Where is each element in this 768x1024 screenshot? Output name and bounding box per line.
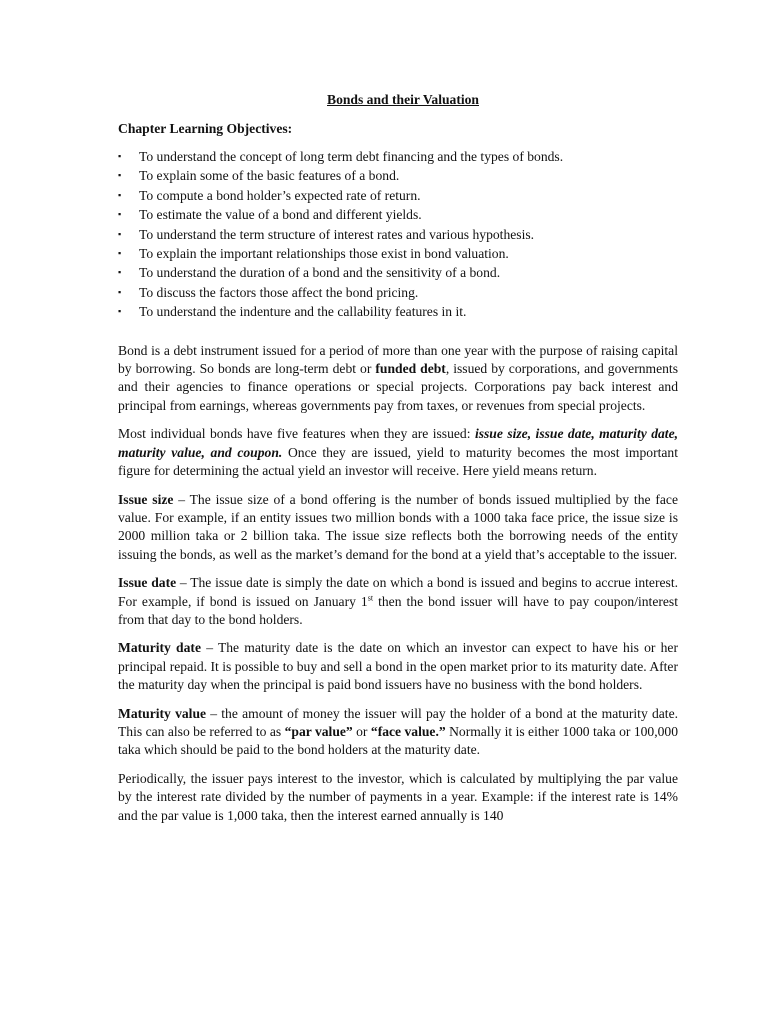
maturity-value-term: Maturity value bbox=[118, 705, 207, 721]
square-bullet-icon: ▪ bbox=[118, 228, 122, 239]
coupon-paragraph: Periodically, the issuer pays interest to the investor, which is calculated by multiplying the par value by the interest rate divided by the number of payments in a year. Example: if the interest rate is 14% and the par value is 1,000 taka, then the interest earned annually is 140 bbox=[118, 770, 678, 823]
issue-date-term: Issue date bbox=[118, 575, 177, 591]
square-bullet-icon: ▪ bbox=[118, 286, 122, 297]
issue-date-paragraph: Issue date – The issue date is simply the date on which a bond is issued and begins to accrue interest. For example, if bond is issued on January 1st then the bond issuer will have to pay coupon/interest from that day to the bond holders. bbox=[118, 575, 678, 627]
square-bullet-icon: ▪ bbox=[118, 151, 122, 161]
maturity-value-paragraph: Maturity value – the amount of money the issuer will pay the holder of a bond at the maturity date. This can also be referred to as “par value” or “face value.” Normally it is either 1000 taka or 100,000 taka which should be paid to the bond holders at the maturity date. bbox=[118, 705, 678, 758]
list-item: ▪ To compute a bond holder’s expected rate of return. bbox=[118, 186, 678, 205]
objectives-list bbox=[118, 147, 678, 322]
square-bullet-icon: ▪ bbox=[118, 189, 122, 200]
issue-size-paragraph: Issue size – The issue size of a bond offering is the number of bonds issued multiplied by the face value. For example, if an entity issues two million bonds with a 1000 taka face price, the issue size is 2000 million taka or 2 billion taka. The issue size reflects both the borrowing needs of the entity issuing the bonds, as well as the market’s demand for the bond at a yield that’s acceptable to the issuer. bbox=[118, 491, 678, 562]
square-bullet-icon: ▪ bbox=[118, 306, 122, 317]
issue-size-term: Issue size bbox=[118, 491, 174, 507]
list-item: ▪ To estimate the value of a bond and different yields. bbox=[118, 205, 678, 224]
bond-definition-paragraph: Bond is a debt instrument issued for a period of more than one year with the purpose of raising capital by borrowing. So bonds are long-term debt or funded debt, issued by corporations, and governments and their agencies to finance operations or special projects. Corporations pay back interest and principal from earnings, whereas governments pay from taxes, or revenues from special projects. bbox=[118, 342, 678, 413]
maturity-date-paragraph: Maturity date – The maturity date is the date on which an investor can expect to have his or her principal repaid. It is possible to buy and sell a bond in the open market prior to its maturity date. After the maturity day when the principal is paid bond issuers have no business with the bond holders. bbox=[118, 640, 678, 693]
list-item: ▪ To explain some of the basic features of a bond. bbox=[118, 166, 678, 185]
list-item: ▪ To understand the concept of long term debt financing and the types of bonds. bbox=[118, 147, 678, 166]
list-item: ▪ To explain the important relationships those exist in bond valuation. bbox=[118, 244, 678, 263]
square-bullet-icon: ▪ bbox=[118, 209, 122, 220]
objectives-heading: Chapter Learning Objectives: bbox=[118, 121, 293, 136]
bond-features-paragraph: Most individual bonds have five features when they are issued: issue size, issue date, maturity date, maturity value, and coupon. Once they are issued, yield to maturity becomes the most important figure for determining the actual yield an investor will receive. Here yield means return. bbox=[118, 426, 678, 479]
list-item: ▪ To understand the indenture and the callability features in it. bbox=[118, 302, 678, 321]
document-title: Bonds and their Valuation bbox=[327, 92, 479, 107]
list-item: ▪ To understand the term structure of interest rates and various hypothesis. bbox=[118, 225, 678, 244]
document-page bbox=[118, 92, 678, 835]
square-bullet-icon: ▪ bbox=[118, 170, 122, 181]
maturity-date-term: Maturity date bbox=[118, 640, 201, 656]
list-item: ▪ To discuss the factors those affect the bond pricing. bbox=[118, 283, 678, 302]
list-item: ▪ To understand the duration of a bond and the sensitivity of a bond. bbox=[118, 263, 678, 282]
square-bullet-icon: ▪ bbox=[118, 248, 122, 259]
square-bullet-icon: ▪ bbox=[118, 267, 122, 278]
